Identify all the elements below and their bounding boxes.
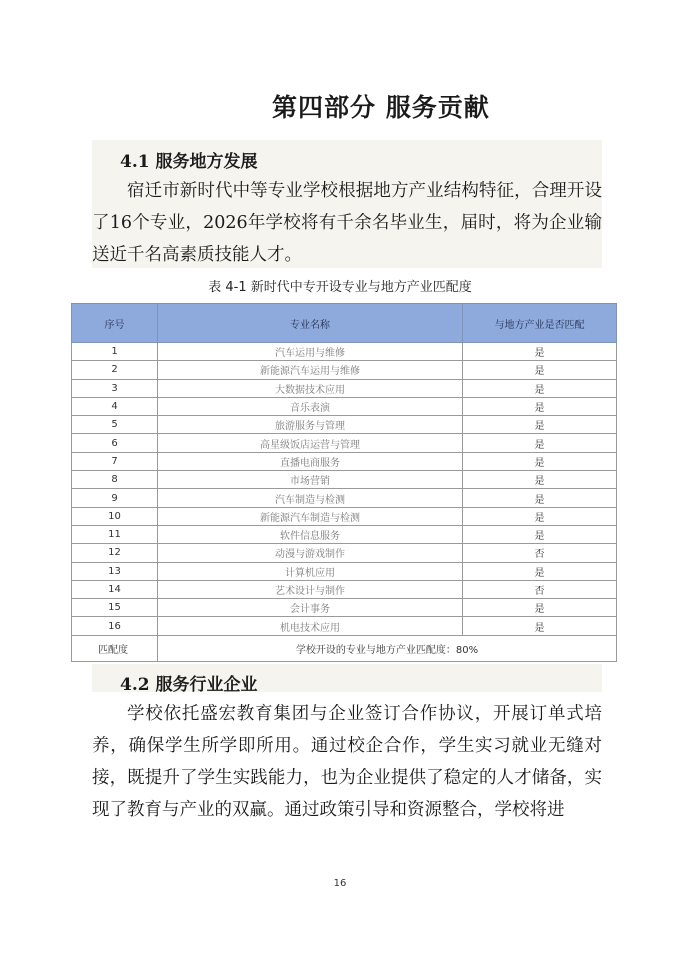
footer-value: 学校开设的专业与地方产业匹配度：80% [158,635,617,661]
table-row [72,562,617,580]
page-title: 第四部分 服务贡献 [272,93,490,122]
row-index: 13 [72,562,158,580]
row-index: 14 [72,580,158,598]
row-major-name: 音乐表演 [158,397,463,415]
table-row [72,599,617,617]
header-major-name: 专业名称 [158,304,463,343]
row-major-name: 计算机应用 [158,562,463,580]
section-1-body [92,175,602,271]
section-1-heading: 4.1 服务地方发展 [120,152,258,172]
row-major-name: 机电技术应用 [158,617,463,635]
row-match: 是 [463,452,617,470]
table-header-row [72,304,617,343]
row-index: 5 [72,416,158,434]
row-major-name: 旅游服务与管理 [158,416,463,434]
row-major-name: 直播电商服务 [158,452,463,470]
table-footer-row [72,635,617,661]
row-major-name: 汽车运用与维修 [158,343,463,361]
row-major-name: 会计事务 [158,599,463,617]
section-2-body [92,698,602,826]
row-index: 12 [72,544,158,562]
row-match: 是 [463,361,617,379]
section-2-paragraph: 学校依托盛宏教育集团与企业签订合作协议，开展订单式培养，确保学生所学即所用。通过校企合作，学生实习就业无缝对接，既提升了学生实践能力，也为企业提供了稳定的人才储备，实现了教育与产业的双赢。通过政策引导和资源整合，学校将进 [92,704,602,820]
table-row [72,379,617,397]
row-match: 是 [463,489,617,507]
row-index: 1 [72,343,158,361]
row-major-name: 市场营销 [158,471,463,489]
major-match-table [71,303,617,662]
row-match: 是 [463,525,617,543]
row-match: 是 [463,379,617,397]
row-major-name: 新能源汽车运用与维修 [158,361,463,379]
table-row [72,580,617,598]
row-major-name: 汽车制造与检测 [158,489,463,507]
table-row [72,544,617,562]
row-index: 3 [72,379,158,397]
table-row [72,397,617,415]
row-match: 是 [463,434,617,452]
row-major-name: 高星级饭店运营与管理 [158,434,463,452]
row-match: 是 [463,416,617,434]
row-index: 8 [72,471,158,489]
row-match: 是 [463,617,617,635]
table-row [72,416,617,434]
row-index: 15 [72,599,158,617]
row-major-name: 艺术设计与制作 [158,580,463,598]
row-match: 是 [463,397,617,415]
table-row [72,471,617,489]
table-row [72,434,617,452]
row-index: 11 [72,525,158,543]
row-index: 4 [72,397,158,415]
table-row [72,489,617,507]
header-index: 序号 [72,304,158,343]
row-major-name: 动漫与游戏制作 [158,544,463,562]
table-row [72,507,617,525]
table-row [72,343,617,361]
row-index: 10 [72,507,158,525]
row-major-name: 大数据技术应用 [158,379,463,397]
row-index: 2 [72,361,158,379]
row-match: 是 [463,562,617,580]
section-2-heading: 4.2 服务行业企业 [120,675,258,695]
row-match: 否 [463,580,617,598]
header-match: 与地方产业是否匹配 [463,304,617,343]
row-major-name: 新能源汽车制造与检测 [158,507,463,525]
row-index: 7 [72,452,158,470]
table-row [72,617,617,635]
row-major-name: 软件信息服务 [158,525,463,543]
table-row [72,525,617,543]
row-match: 是 [463,599,617,617]
row-match: 是 [463,471,617,489]
row-match: 是 [463,343,617,361]
row-index: 6 [72,434,158,452]
row-match: 是 [463,507,617,525]
section-1-paragraph: 宿迁市新时代中等专业学校根据地方产业结构特征，合理开设了16个专业，2026年学校将有千余名毕业生，届时，将为企业输送近千名高素质技能人才。 [92,181,602,265]
table-caption: 表 4-1 新时代中专开设专业与地方产业匹配度 [208,280,472,295]
table-row [72,361,617,379]
table-row [72,452,617,470]
row-index: 16 [72,617,158,635]
row-match: 否 [463,544,617,562]
row-index: 9 [72,489,158,507]
footer-label: 匹配度 [72,635,158,661]
page-number: 16 [333,878,347,889]
